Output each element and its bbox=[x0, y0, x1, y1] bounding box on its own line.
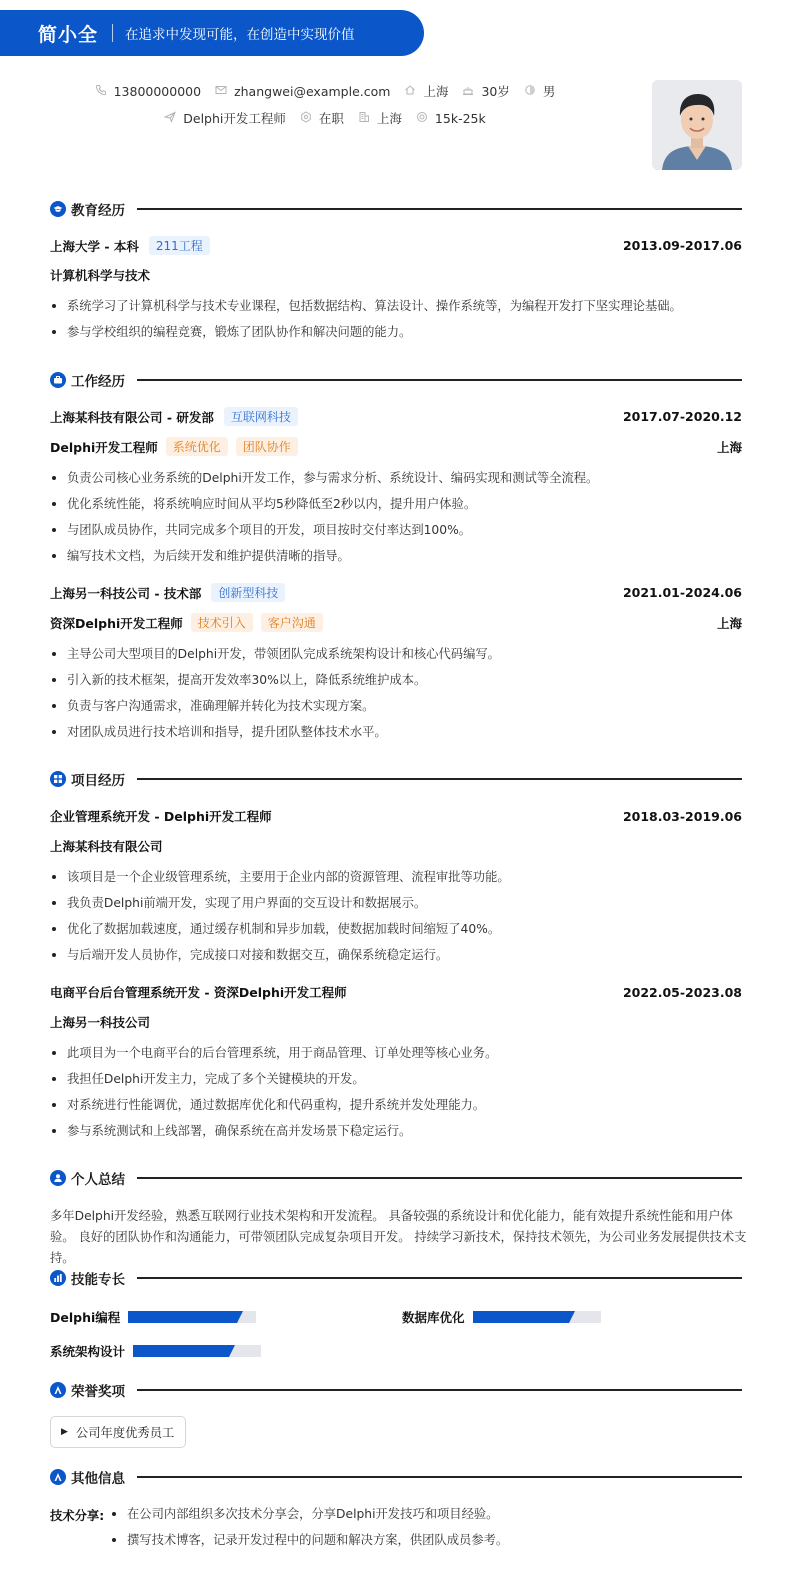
project-name: 企业管理系统开发 - Delphi开发工程师 bbox=[50, 809, 272, 824]
job-header bbox=[50, 407, 742, 426]
list-item: 与后端开发人员协作，完成接口对接和数据交互，确保系统稳定运行。 bbox=[50, 947, 742, 973]
section-awards bbox=[50, 1380, 742, 1400]
summary-text: 多年Delphi开发经验，熟悉互联网行业技术架构和开发流程。 具备较强的系统设计和优化能力，能有效提升系统性能和用户体验。 良好的团队协作和沟通能力，可带领团队完成复杂项目开发。 持续学习新技术，保持技术领先，为公司业务发展提供技术支持。 bbox=[50, 1209, 747, 1265]
role-tag: 技术引入 bbox=[191, 613, 253, 632]
job-role: 资深Delphi开发工程师 bbox=[50, 615, 183, 631]
list-item: 编写技术文档，为后续开发和维护提供清晰的指导。 bbox=[50, 548, 742, 574]
education-major-row bbox=[50, 266, 742, 284]
skill-name: 数据库优化 bbox=[402, 1310, 465, 1325]
role-tag: 团队协作 bbox=[236, 437, 298, 456]
status-icon bbox=[300, 111, 312, 126]
avatar bbox=[652, 80, 742, 170]
company-name: 上海另一科技公司 - 技术部 bbox=[50, 585, 202, 601]
education-bullets bbox=[50, 298, 742, 350]
company-name: 上海某科技有限公司 - 研发部 bbox=[50, 409, 214, 425]
contact-work-city bbox=[358, 109, 402, 127]
list-item: 负责公司核心业务系统的Delphi开发工作，参与需求分析、系统设计、编码实现和测试等全流程。 bbox=[50, 470, 742, 496]
section-projects bbox=[50, 769, 742, 789]
skill-bar-fill bbox=[473, 1311, 569, 1323]
grid-icon bbox=[50, 771, 66, 787]
skill-bar bbox=[133, 1345, 261, 1357]
industry-tag: 互联网科技 bbox=[224, 407, 298, 426]
project-period: 2018.03-2019.06 bbox=[622, 808, 742, 824]
skill-name: Delphi编程 bbox=[50, 1310, 121, 1325]
send-icon bbox=[164, 111, 176, 126]
list-item: 撰写技术博客，记录开发过程中的问题和解决方案，供团队成员参考。 bbox=[110, 1532, 508, 1558]
list-item: 主导公司大型项目的Delphi开发，带领团队完成系统架构设计和核心代码编写。 bbox=[50, 646, 742, 672]
cake-icon bbox=[462, 84, 474, 99]
home-icon bbox=[404, 84, 416, 99]
list-item: 此项目为一个电商平台的后台管理系统，用于商品管理、订单处理等核心业务。 bbox=[50, 1045, 742, 1071]
contact-gender bbox=[524, 82, 556, 100]
section-title: 其他信息 bbox=[71, 1471, 125, 1487]
list-item: 对系统进行性能调优，通过数据库优化和代码重构，提升系统并发处理能力。 bbox=[50, 1097, 742, 1123]
job-role: Delphi开发工程师 bbox=[50, 439, 158, 455]
candidate-motto: 在追求中发现可能，在创造中实现价值 bbox=[125, 27, 355, 43]
list-item: 在公司内部组织多次技术分享会，分享Delphi开发技巧和项目经验。 bbox=[110, 1506, 508, 1532]
job-bullets bbox=[50, 470, 742, 574]
list-item: 优化了数据加载速度，通过缓存机制和异步加载，使数据加载时间缩短了40%。 bbox=[50, 921, 742, 947]
list-item: 引入新的技术框架，提高开发效率30%以上，降低系统维护成本。 bbox=[50, 672, 742, 698]
school-name: 上海大学 - 本科 bbox=[50, 238, 139, 254]
list-item: 对团队成员进行技术培训和指导，提升团队整体技术水平。 bbox=[50, 724, 742, 750]
triangle-right-icon: ▶ bbox=[61, 1427, 68, 1437]
major-name: 计算机科学与技术 bbox=[50, 268, 151, 283]
award-icon bbox=[50, 1382, 66, 1398]
education-period: 2013.09-2017.06 bbox=[622, 238, 742, 253]
section-divider bbox=[137, 379, 742, 381]
section-divider bbox=[137, 1389, 742, 1391]
skill-name: 系统架构设计 bbox=[50, 1344, 126, 1359]
project-company: 上海某科技有限公司 bbox=[50, 839, 163, 854]
job-bullets bbox=[50, 646, 742, 750]
skill-bar-fill bbox=[133, 1345, 229, 1357]
job-role-row bbox=[50, 437, 742, 456]
building-icon bbox=[358, 111, 370, 126]
section-divider bbox=[137, 1476, 742, 1478]
project-header bbox=[50, 983, 742, 1001]
section-title: 技能专长 bbox=[71, 1272, 125, 1288]
section-title: 荣誉奖项 bbox=[71, 1384, 125, 1400]
contact-phone bbox=[95, 84, 201, 99]
list-item: 优化系统性能，将系统响应时间从平均5秒降低至2秒以内，提升用户体验。 bbox=[50, 496, 742, 522]
graduation-cap-icon bbox=[50, 201, 66, 217]
skill-bar bbox=[473, 1311, 601, 1323]
job-location: 上海 bbox=[716, 615, 742, 631]
project-period: 2022.05-2023.08 bbox=[622, 984, 742, 1000]
job-location: 上海 bbox=[716, 439, 742, 455]
section-skills bbox=[50, 1268, 742, 1288]
info-icon bbox=[50, 1469, 66, 1485]
contact-status bbox=[300, 109, 344, 127]
education-header bbox=[50, 236, 742, 255]
project-header bbox=[50, 807, 742, 825]
contact-email bbox=[215, 84, 390, 99]
contact-position bbox=[164, 109, 286, 127]
mail-icon bbox=[215, 84, 227, 99]
section-summary bbox=[50, 1168, 742, 1188]
role-tag: 客户沟通 bbox=[261, 613, 323, 632]
skill-bar-fill bbox=[128, 1311, 237, 1323]
project-bullets bbox=[50, 1045, 742, 1149]
gender-value: 男 bbox=[542, 84, 556, 99]
job-period: 2021.01-2024.06 bbox=[622, 585, 742, 600]
other-bullets bbox=[110, 1506, 508, 1558]
section-divider bbox=[137, 208, 742, 210]
phone-value: 13800000000 bbox=[113, 83, 202, 99]
school-tag: 211工程 bbox=[149, 236, 210, 255]
section-divider bbox=[137, 778, 742, 780]
section-education bbox=[50, 199, 742, 219]
section-divider bbox=[137, 1177, 742, 1179]
section-other bbox=[50, 1467, 742, 1487]
age-value: 30岁 bbox=[481, 84, 510, 99]
list-item: 我担任Delphi开发主力，完成了多个关键模块的开发。 bbox=[50, 1071, 742, 1097]
section-title: 项目经历 bbox=[71, 773, 125, 789]
contact-age bbox=[462, 82, 509, 100]
list-item: 与团队成员协作，共同完成多个项目的开发，项目按时交付率达到100%。 bbox=[50, 522, 742, 548]
contact-salary bbox=[416, 111, 486, 126]
project-company: 上海另一科技公司 bbox=[50, 1015, 151, 1030]
role-tag: 系统优化 bbox=[166, 437, 228, 456]
award-item bbox=[50, 1416, 186, 1448]
project-bullets bbox=[50, 869, 742, 973]
skill-item bbox=[50, 1342, 261, 1360]
salary-value: 15k-25k bbox=[434, 110, 486, 126]
contact-row-1 bbox=[0, 82, 650, 100]
phone-icon bbox=[95, 84, 107, 99]
section-title: 工作经历 bbox=[71, 374, 125, 390]
skill-item bbox=[50, 1308, 256, 1326]
skill-item bbox=[402, 1308, 601, 1326]
gender-icon bbox=[524, 84, 536, 99]
name-banner bbox=[0, 10, 424, 56]
project-company-row bbox=[50, 1013, 742, 1031]
status-value: 在职 bbox=[318, 111, 344, 126]
coin-icon bbox=[416, 111, 428, 126]
project-name: 电商平台后台管理系统开发 - 资深Delphi开发工程师 bbox=[50, 985, 347, 1000]
list-item: 负责与客户沟通需求，准确理解并转化为技术实现方案。 bbox=[50, 698, 742, 724]
skill-bar bbox=[128, 1311, 256, 1323]
contact-city bbox=[404, 82, 448, 100]
job-role-row bbox=[50, 613, 742, 632]
section-work bbox=[50, 370, 742, 390]
briefcase-icon bbox=[50, 372, 66, 388]
list-item: 系统学习了计算机科学与技术专业课程，包括数据结构、算法设计、操作系统等，为编程开发打下坚实理论基础。 bbox=[50, 298, 742, 324]
list-item: 该项目是一个企业级管理系统，主要用于企业内部的资源管理、流程审批等功能。 bbox=[50, 869, 742, 895]
candidate-name: 简小全 bbox=[38, 23, 99, 46]
banner-divider bbox=[112, 24, 113, 42]
city-value: 上海 bbox=[423, 84, 449, 99]
list-item: 参与系统测试和上线部署，确保系统在高并发场景下稳定运行。 bbox=[50, 1123, 742, 1149]
user-icon bbox=[50, 1170, 66, 1186]
contact-row-2 bbox=[0, 109, 650, 127]
section-title: 教育经历 bbox=[71, 203, 125, 219]
position-value: Delphi开发工程师 bbox=[183, 111, 286, 126]
job-period: 2017.07-2020.12 bbox=[622, 409, 742, 424]
bar-chart-icon bbox=[50, 1270, 66, 1286]
section-divider bbox=[137, 1277, 742, 1279]
project-company-row bbox=[50, 837, 742, 855]
section-title: 个人总结 bbox=[71, 1172, 125, 1188]
award-name: 公司年度优秀员工 bbox=[75, 1426, 175, 1440]
other-label: 技术分享: bbox=[50, 1509, 105, 1523]
list-item: 我负责Delphi前端开发，实现了用户界面的交互设计和数据展示。 bbox=[50, 895, 742, 921]
industry-tag: 创新型科技 bbox=[211, 583, 285, 602]
list-item: 参与学校组织的编程竞赛，锻炼了团队协作和解决问题的能力。 bbox=[50, 324, 742, 350]
email-value: zhangwei@example.com bbox=[234, 83, 391, 99]
work-city-value: 上海 bbox=[376, 111, 402, 126]
job-header bbox=[50, 583, 742, 602]
